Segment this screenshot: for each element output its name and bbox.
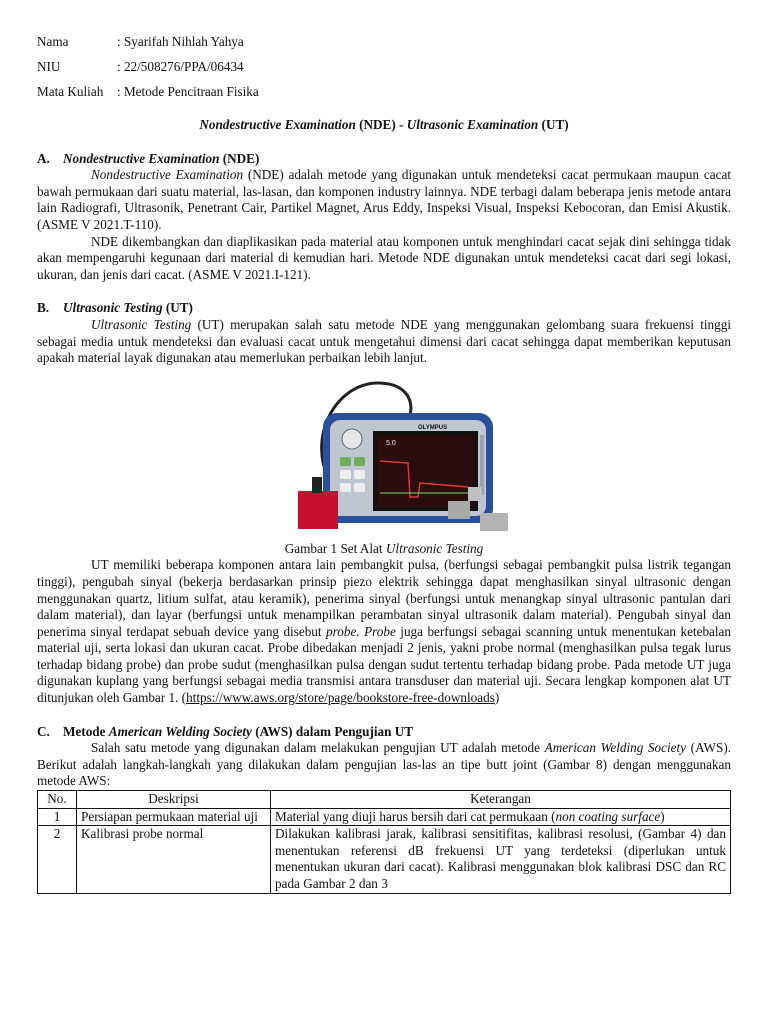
niu-value: : 22/508276/PPA/06434 (117, 59, 244, 74)
row-ket-text-a: Material yang diuji harus bersih dari cat permukaan ( (275, 808, 556, 824)
screen-value: 5.0 (386, 439, 396, 447)
section-a-heading-rest: (NDE) (219, 150, 260, 166)
row-desc: Persiapan permukaan material uji (77, 808, 271, 826)
table-row (38, 808, 731, 826)
steel-probe-icon (468, 487, 482, 501)
section-a-p1-text: (NDE) adalah metode yang digunakan untuk mendeteksi cacat permukaan maupun cacat bawah permukaan dari suatu material, las-lasan, dan komponen industry lainnya. NDE terbagi dalam beberapa jenis metode antara lain Radiografi, Ultrasonik, Penetrant Cair, Partikel Magnet, Arus Eddy, Inspeksi Visual, Inspeksi Kebocoran, dan Emisi Akustik. (ASME V 2021.T-110). (37, 167, 731, 232)
section-c-p1-text-a: Salah satu metode yang digunakan dalam melakukan pengujian UT adalah metode (91, 740, 545, 756)
row-ket-text-a: Dilakukan kalibrasi jarak, kalibrasi sensitifitas, kalibrasi resolusi, (Gambar 4) dan menentukan referensi dB frekuensi UT yang terdeteksi (diperlukan untuk menentukan ukuran dari cacat). Kalibrasi menggunakan blok kalibrasi DSC dan RC pada Gambar 2 dan 3 (275, 826, 726, 891)
header-keterangan: Keterangan (271, 791, 731, 809)
caption-italic: Ultrasonic Testing (385, 540, 484, 556)
section-b-heading-rest: (UT) (162, 300, 193, 316)
key-icon (354, 457, 365, 466)
key-icon (340, 483, 351, 492)
key-icon (354, 470, 365, 479)
title-italic-1: Nondestructive Examination (199, 117, 356, 132)
section-c-heading-b: (AWS) dalam Pengujian UT (251, 723, 414, 739)
row-ket (271, 808, 731, 826)
title-italic-3: Ultrasonic Examination (406, 117, 539, 132)
section-a-paragraph-1 (37, 167, 731, 233)
section-b-paragraph-2 (37, 557, 731, 706)
header-no: No. (38, 791, 77, 809)
section-c-heading (37, 724, 731, 741)
aws-steps-table (37, 790, 731, 894)
name-row (37, 34, 731, 59)
section-c-p1-text-b: (AWS). Berikut adalah langkah-langkah yang dilakukan dalam pengujian las-las an tipe butt joint (Gambar 8) dengan menggunakan metode AWS: (37, 740, 732, 789)
header-deskripsi: Deskripsi (77, 791, 271, 809)
section-c-heading-a: Metode (63, 723, 109, 739)
row-ket (271, 826, 731, 893)
row-no: 2 (38, 826, 77, 893)
document-title (37, 117, 731, 134)
table-header-row (38, 791, 731, 809)
name-value: : Syarifah Nihlah Yahya (117, 34, 244, 49)
key-icon (354, 483, 365, 492)
steel-block-icon (480, 513, 508, 531)
section-c-p1-italic: American Welding Society (544, 740, 687, 756)
student-info (37, 34, 731, 109)
row-desc: Kalibrasi probe normal (77, 826, 271, 893)
section-b-letter: B. (37, 300, 50, 316)
section-b-p2-probe-2: Probe (364, 623, 396, 639)
niu-label: NIU (37, 59, 61, 74)
section-b-p2-probe-1: probe. (326, 623, 360, 639)
section-a-letter: A. (37, 150, 50, 166)
section-a-p1-italic: Nondestructive Examination (91, 167, 244, 183)
course-row (37, 84, 731, 109)
key-icon (340, 470, 351, 479)
ut-device-image (268, 373, 528, 541)
title-text-2: (NDE) - (355, 117, 407, 132)
niu-row (37, 59, 731, 84)
steel-probe-icon (448, 501, 470, 519)
section-b-heading (37, 300, 731, 317)
side-keys (480, 435, 484, 495)
section-a-heading-italic: Nondestructive Examination (63, 150, 220, 166)
key-icon (340, 457, 351, 466)
section-b-p2-text-c: ) (494, 690, 500, 706)
section-c-paragraph-1 (37, 740, 731, 790)
section-a-paragraph-2: NDE dikembangkan dan diaplikasikan pada material atau komponen untuk menghindari cacat sejak dini sehingga tidak akan mempengaruhi kegunaan dari material di kemudian hari. Metode NDE digunakan untuk mendeteksi cacat dari segi lokasi, ukuran, dan jenis dari cacat. (ASME V 2021.I-121). (37, 233, 731, 282)
section-c-heading-italic: American Welding Society (108, 723, 252, 739)
brand-label: OLYMPUS (418, 424, 448, 431)
red-probe-icon (298, 491, 338, 529)
section-b-p2-text-b: juga berfungsi sebagai scanning untuk menentukan ketebalan material uji, serta lokasi dan ukuran cacat. Probe dibedakan menjadi 2 jenis, yakni probe normal (menghasilkan pulsa tegak lurus terhadap bidang probe) dan probe sudut (menghasilkan pulsa dengan sudut tertentu terhadap bidang probe. Pada metode UT juga digunakan kuplang yang berfungsi sebagai media transmisi antara transduser dan material uji. Secara lengkap komponen alat UT ditunjukan oleh Gambar 1. ( (37, 623, 732, 706)
section-b-p1-italic: Ultrasonic Testing (91, 316, 192, 332)
section-a-heading (37, 151, 731, 168)
row-ket-text-b: ) (660, 808, 665, 824)
title-text-4: (UT) (538, 117, 569, 132)
figure-caption (37, 541, 731, 558)
course-label: Mata Kuliah (37, 84, 104, 99)
row-ket-italic: non coating surface (555, 808, 661, 824)
course-value: : Metode Pencitraan Fisika (117, 84, 259, 99)
row-no: 1 (38, 808, 77, 826)
caption-text: Gambar 1 Set Alat (284, 540, 386, 556)
section-b-p2-text-a: UT memiliki beberapa komponen antara lain pembangkit pulsa, (berfungsi sebagai pembangkit pulsa listrik tegangan tinggi), pengubah sinyal (bekerja berdasarkan prinsip piezo elektrik sehingga dapat menghasilkan sinyal ultrasonic dengan menggunakan quartz, litium sulfat, atau keramik), penerima sinyal (berfungsi untuk menangkap sinyal ultrasonic pantulan dari dalam material), dan layar (berfungsi untuk menampilkan perambatan sinyal ultrasonik dalam material). Pengubah sinyal dan penerima sinyal terdapat sebuah device yang disebut (37, 557, 731, 639)
knob-icon (342, 429, 362, 449)
section-b-paragraph-1 (37, 317, 731, 367)
section-b-p1-text: (UT) merupakan salah satu metode NDE yang menggunakan gelombang suara frekuensi tinggi sebagai media untuk mendeteksi dan evaluasi cacat untuk mengetahui dimensi dari cacat sehingga dapat memberikan keputusan apakah material layak digunakan atau memerlukan perbaikan lebih lanjut. (37, 316, 731, 366)
name-label: Nama (37, 34, 69, 49)
probe-connector (312, 477, 322, 493)
document-page (37, 34, 731, 894)
aws-download-link[interactable]: https://www.aws.org/store/page/bookstore-free-downloads (186, 690, 495, 706)
section-b-heading-italic: Ultrasonic Testing (63, 300, 163, 316)
table-row (38, 826, 731, 893)
figure-ut-device (37, 373, 731, 541)
section-c-letter: C. (37, 723, 50, 739)
